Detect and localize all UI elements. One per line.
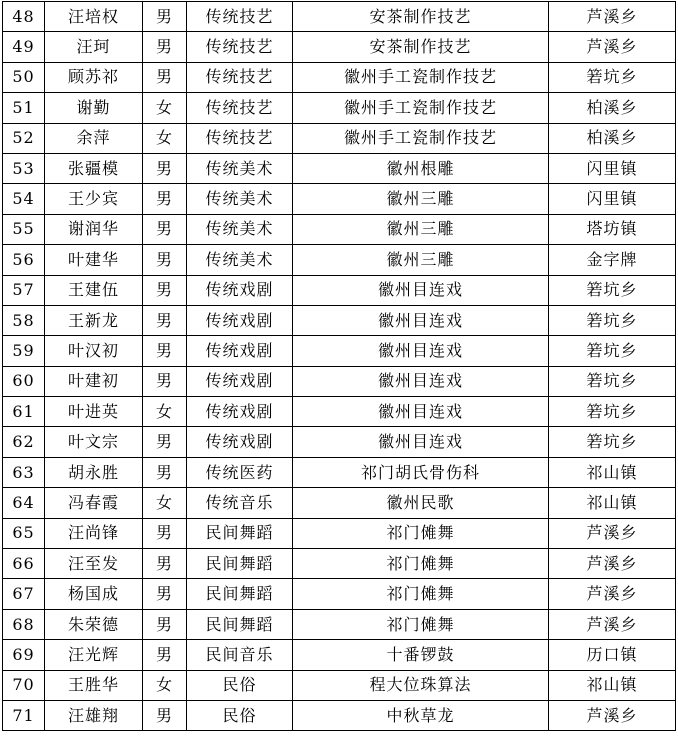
cell-township: 箬坑乡	[549, 366, 676, 396]
cell-sex: 男	[143, 427, 187, 457]
cell-number: 50	[3, 62, 45, 92]
cell-sex: 男	[143, 579, 187, 609]
cell-project: 徽州目连戏	[293, 275, 549, 305]
cell-number: 69	[3, 640, 45, 670]
cell-project: 徽州目连戏	[293, 427, 549, 457]
table-row	[3, 670, 676, 700]
cell-number: 71	[3, 700, 45, 730]
cell-project: 祁门胡氏骨伤科	[293, 457, 549, 487]
cell-township: 箬坑乡	[549, 427, 676, 457]
cell-project: 徽州目连戏	[293, 305, 549, 335]
cell-category: 民间音乐	[187, 640, 293, 670]
cell-category: 传统美术	[187, 214, 293, 244]
cell-project: 徽州根雕	[293, 153, 549, 183]
cell-name: 冯春霞	[45, 488, 143, 518]
cell-number: 58	[3, 305, 45, 335]
cell-township: 芦溪乡	[549, 609, 676, 639]
cell-project: 中秋草龙	[293, 700, 549, 730]
cell-township: 柏溪乡	[549, 93, 676, 123]
table-row	[3, 93, 676, 123]
cell-number: 55	[3, 214, 45, 244]
cell-township: 祁山镇	[549, 670, 676, 700]
table-row	[3, 518, 676, 548]
cell-category: 传统技艺	[187, 2, 293, 32]
cell-township: 芦溪乡	[549, 518, 676, 548]
cell-township: 箬坑乡	[549, 275, 676, 305]
cell-sex: 男	[143, 245, 187, 275]
cell-sex: 男	[143, 700, 187, 730]
cell-number: 51	[3, 93, 45, 123]
cell-category: 传统技艺	[187, 32, 293, 62]
cell-number: 60	[3, 366, 45, 396]
cell-sex: 女	[143, 670, 187, 700]
cell-name: 杨国成	[45, 579, 143, 609]
table-row	[3, 427, 676, 457]
cell-name: 叶文宗	[45, 427, 143, 457]
cell-name: 叶建初	[45, 366, 143, 396]
cell-project: 祁门傩舞	[293, 518, 549, 548]
cell-name: 王少宾	[45, 184, 143, 214]
cell-township: 芦溪乡	[549, 549, 676, 579]
table-row	[3, 305, 676, 335]
table-row	[3, 153, 676, 183]
cell-category: 传统技艺	[187, 123, 293, 153]
cell-sex: 男	[143, 549, 187, 579]
cell-sex: 男	[143, 184, 187, 214]
cell-category: 传统美术	[187, 153, 293, 183]
table-row	[3, 62, 676, 92]
table-body	[3, 2, 676, 731]
cell-sex: 男	[143, 214, 187, 244]
cell-name: 汪尚锋	[45, 518, 143, 548]
table-row	[3, 579, 676, 609]
cell-number: 65	[3, 518, 45, 548]
cell-name: 叶汉初	[45, 336, 143, 366]
cell-project: 徽州三雕	[293, 214, 549, 244]
cell-project: 程大位珠算法	[293, 670, 549, 700]
cell-sex: 女	[143, 488, 187, 518]
cell-number: 63	[3, 457, 45, 487]
cell-sex: 男	[143, 32, 187, 62]
cell-number: 53	[3, 153, 45, 183]
cell-township: 箬坑乡	[549, 397, 676, 427]
cell-name: 谢勤	[45, 93, 143, 123]
cell-sex: 女	[143, 397, 187, 427]
cell-name: 王新龙	[45, 305, 143, 335]
cell-name: 谢润华	[45, 214, 143, 244]
cell-category: 传统医药	[187, 457, 293, 487]
table-row	[3, 488, 676, 518]
table-row	[3, 336, 676, 366]
cell-township: 柏溪乡	[549, 123, 676, 153]
cell-sex: 女	[143, 93, 187, 123]
cell-name: 汪至发	[45, 549, 143, 579]
table-row	[3, 366, 676, 396]
cell-sex: 男	[143, 640, 187, 670]
cell-project: 徽州目连戏	[293, 336, 549, 366]
cell-name: 张疆模	[45, 153, 143, 183]
cell-name: 胡永胜	[45, 457, 143, 487]
cell-project: 徽州民歌	[293, 488, 549, 518]
table-row	[3, 700, 676, 730]
table-row	[3, 184, 676, 214]
table-row	[3, 549, 676, 579]
cell-name: 叶建华	[45, 245, 143, 275]
cell-project: 祁门傩舞	[293, 549, 549, 579]
cell-category: 传统音乐	[187, 488, 293, 518]
cell-category: 传统戏剧	[187, 397, 293, 427]
cell-number: 54	[3, 184, 45, 214]
cell-sex: 男	[143, 153, 187, 183]
cell-category: 传统美术	[187, 245, 293, 275]
cell-name: 叶进英	[45, 397, 143, 427]
cell-category: 民间舞蹈	[187, 579, 293, 609]
cell-category: 传统戏剧	[187, 366, 293, 396]
cell-project: 安茶制作技艺	[293, 32, 549, 62]
cell-project: 祁门傩舞	[293, 609, 549, 639]
cell-sex: 男	[143, 366, 187, 396]
cell-name: 汪珂	[45, 32, 143, 62]
cell-sex: 男	[143, 305, 187, 335]
cell-township: 祁山镇	[549, 457, 676, 487]
table-row	[3, 609, 676, 639]
cell-township: 金字牌	[549, 245, 676, 275]
table-row	[3, 32, 676, 62]
cell-sex: 男	[143, 2, 187, 32]
cell-category: 传统戏剧	[187, 336, 293, 366]
cell-number: 57	[3, 275, 45, 305]
cell-number: 66	[3, 549, 45, 579]
cell-sex: 男	[143, 609, 187, 639]
cell-township: 箬坑乡	[549, 62, 676, 92]
cell-township: 塔坊镇	[549, 214, 676, 244]
cell-category: 传统美术	[187, 184, 293, 214]
table-row	[3, 457, 676, 487]
cell-township: 闪里镇	[549, 153, 676, 183]
cell-number: 70	[3, 670, 45, 700]
cell-sex: 男	[143, 518, 187, 548]
cell-project: 徽州手工瓷制作技艺	[293, 93, 549, 123]
cell-township: 芦溪乡	[549, 32, 676, 62]
cell-category: 传统技艺	[187, 93, 293, 123]
cell-sex: 男	[143, 457, 187, 487]
cell-project: 祁门傩舞	[293, 579, 549, 609]
cell-project: 徽州三雕	[293, 245, 549, 275]
cell-number: 67	[3, 579, 45, 609]
cell-category: 民间舞蹈	[187, 609, 293, 639]
cell-name: 汪培权	[45, 2, 143, 32]
cell-category: 民间舞蹈	[187, 518, 293, 548]
cell-township: 历口镇	[549, 640, 676, 670]
table-row	[3, 275, 676, 305]
cell-category: 民间舞蹈	[187, 549, 293, 579]
table-row	[3, 123, 676, 153]
cell-category: 民俗	[187, 700, 293, 730]
cell-project: 徽州目连戏	[293, 397, 549, 427]
cell-category: 传统戏剧	[187, 275, 293, 305]
cell-township: 箬坑乡	[549, 305, 676, 335]
cell-township: 芦溪乡	[549, 579, 676, 609]
cell-township: 箬坑乡	[549, 336, 676, 366]
inheritor-table	[2, 1, 676, 731]
cell-sex: 女	[143, 123, 187, 153]
cell-number: 48	[3, 2, 45, 32]
cell-name: 王胜华	[45, 670, 143, 700]
cell-number: 61	[3, 397, 45, 427]
cell-category: 传统技艺	[187, 62, 293, 92]
table-row	[3, 640, 676, 670]
cell-project: 安茶制作技艺	[293, 2, 549, 32]
cell-township: 芦溪乡	[549, 2, 676, 32]
cell-name: 顾苏祁	[45, 62, 143, 92]
table-row	[3, 2, 676, 32]
cell-number: 56	[3, 245, 45, 275]
cell-project: 徽州目连戏	[293, 366, 549, 396]
cell-project: 十番锣鼓	[293, 640, 549, 670]
cell-sex: 男	[143, 62, 187, 92]
cell-project: 徽州三雕	[293, 184, 549, 214]
cell-category: 传统戏剧	[187, 427, 293, 457]
cell-number: 64	[3, 488, 45, 518]
cell-project: 徽州手工瓷制作技艺	[293, 62, 549, 92]
cell-number: 62	[3, 427, 45, 457]
cell-township: 芦溪乡	[549, 700, 676, 730]
cell-township: 闪里镇	[549, 184, 676, 214]
table-row	[3, 245, 676, 275]
cell-number: 59	[3, 336, 45, 366]
cell-name: 余萍	[45, 123, 143, 153]
cell-name: 朱荣德	[45, 609, 143, 639]
cell-number: 52	[3, 123, 45, 153]
cell-number: 68	[3, 609, 45, 639]
cell-category: 民俗	[187, 670, 293, 700]
cell-sex: 男	[143, 275, 187, 305]
cell-number: 49	[3, 32, 45, 62]
cell-township: 祁山镇	[549, 488, 676, 518]
cell-sex: 男	[143, 336, 187, 366]
cell-category: 传统戏剧	[187, 305, 293, 335]
cell-name: 王建伍	[45, 275, 143, 305]
table-row	[3, 397, 676, 427]
cell-name: 汪雄翔	[45, 700, 143, 730]
cell-project: 徽州手工瓷制作技艺	[293, 123, 549, 153]
table-row	[3, 214, 676, 244]
cell-name: 汪光辉	[45, 640, 143, 670]
